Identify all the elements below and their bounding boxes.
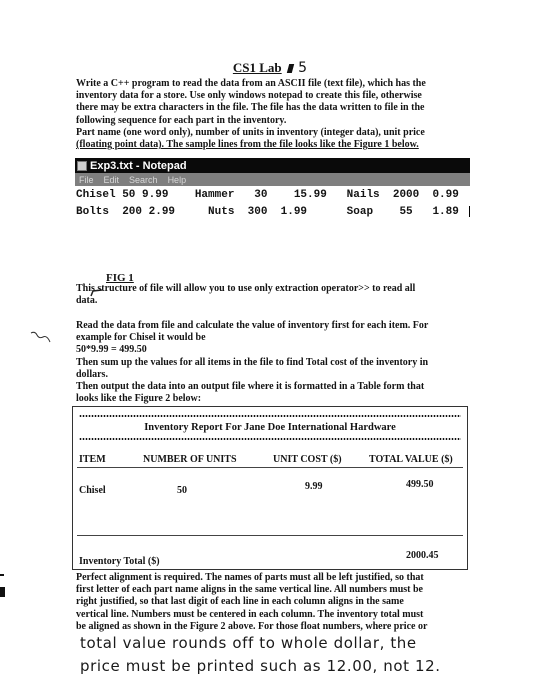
notepad-screenshot bbox=[75, 158, 470, 226]
intro-line: Part name (one word only), number of units in inventory (integer data), unit price bbox=[76, 126, 425, 138]
menu-search: Search bbox=[129, 174, 158, 185]
row-item: Chisel bbox=[79, 485, 106, 496]
scan-edge-mark bbox=[0, 587, 5, 597]
title-ink-blot-icon bbox=[287, 64, 294, 73]
header-total-value: TOTAL VALUE ($) bbox=[369, 454, 453, 465]
alignment-paragraph bbox=[76, 572, 468, 633]
total-label: Inventory Total ($) bbox=[79, 556, 160, 567]
figure-2-report bbox=[72, 406, 468, 570]
instructions-paragraph bbox=[76, 320, 468, 405]
instructions-line: Read the data from file and calculate the value of inventory first for each item. For bbox=[76, 320, 429, 331]
instructions-line: 50*9.99 = 499.50 bbox=[76, 344, 147, 356]
row-units: 50 bbox=[177, 485, 187, 496]
dotted-border-bottom bbox=[79, 438, 461, 440]
intro-paragraph bbox=[76, 78, 468, 151]
menu-edit: Edit bbox=[103, 174, 120, 185]
instructions-line: looks like the Figure 2 below: bbox=[76, 393, 202, 405]
intro-line: there may be extra characters in the file. The file has the data written to file in the bbox=[76, 102, 425, 114]
report-title: Inventory Report For Jane Doe International Hardware bbox=[144, 422, 396, 433]
structure-line: This structure of file will allow you to use only extraction operator>> to read all bbox=[76, 283, 416, 294]
intro-line: following sequence for each part in the inventory. bbox=[76, 114, 287, 126]
header-units: NUMBER OF UNITS bbox=[143, 454, 237, 465]
structure-line: data. bbox=[76, 295, 98, 307]
instructions-line: example for Chisel it would be bbox=[76, 332, 206, 344]
notepad-line-2: Bolts 200 2.99 Nuts 300 1.99 Soap 55 1.89 bbox=[76, 206, 459, 218]
notepad-title: Exp3.txt - Notepad bbox=[90, 159, 187, 172]
notepad-app-icon bbox=[77, 161, 87, 171]
notepad-line-1: Chisel 50 9.99 Hammer 30 15.99 Nails 2000 0.99 bbox=[76, 189, 459, 201]
intro-line: Write a C++ program to read the data from an ASCII file (text file), which has the bbox=[76, 78, 426, 89]
dotted-border-top bbox=[79, 415, 461, 417]
intro-line: (floating point data). The sample lines from the file looks like the Figure 1 below. bbox=[76, 139, 419, 151]
header-item: ITEM bbox=[79, 454, 106, 465]
intro-line: inventory data for a store. Use only windows notepad to create this file, otherwise bbox=[76, 90, 422, 102]
instructions-line: dollars. bbox=[76, 368, 108, 380]
alignment-line: right justified, so that last digit of each line in each column aligns in the same bbox=[76, 596, 404, 608]
handwritten-note-line: price must be printed such as 12.00, not 12. bbox=[80, 657, 441, 675]
notepad-text-area bbox=[75, 186, 470, 226]
figure-1-label: FIG 1 bbox=[106, 272, 134, 284]
menu-help: Help bbox=[167, 174, 187, 185]
alignment-line: first letter of each part name aligns in the same vertical line. All numbers must be bbox=[76, 584, 423, 596]
alignment-line: be aligned as shown in the Figure 2 above. For those float numbers, where price or bbox=[76, 620, 428, 632]
alignment-line: vertical line. Numbers must be centered in each column. The inventory total must bbox=[76, 608, 424, 620]
alignment-line: Perfect alignment is required. The names of parts must all be left justified, so that bbox=[76, 572, 424, 583]
instructions-line: Then sum up the values for all items in the file to find Total cost of the inventory in bbox=[76, 356, 429, 368]
notepad-title-bar bbox=[75, 158, 470, 173]
total-divider bbox=[77, 535, 463, 536]
header-divider bbox=[77, 467, 463, 468]
handwritten-note-line: total value rounds off to whole dollar, the bbox=[80, 634, 417, 652]
structure-paragraph bbox=[76, 283, 468, 307]
total-value: 2000.45 bbox=[406, 550, 439, 561]
title-lab-number: 5 bbox=[298, 60, 308, 76]
menu-file: File bbox=[79, 174, 94, 185]
notepad-menu-bar bbox=[75, 173, 470, 186]
margin-scribble-icon bbox=[30, 330, 52, 344]
row-unit-cost: 9.99 bbox=[305, 481, 323, 492]
text-caret bbox=[469, 206, 470, 217]
title-lab-text: CS1 Lab bbox=[232, 60, 282, 75]
header-unit-cost: UNIT COST ($) bbox=[273, 454, 342, 465]
instructions-line: Then output the data into an output file where it is formatted in a Table form that bbox=[76, 381, 425, 393]
row-total: 499.50 bbox=[406, 479, 434, 490]
scan-edge-mark bbox=[0, 574, 4, 576]
document-title bbox=[0, 60, 540, 76]
